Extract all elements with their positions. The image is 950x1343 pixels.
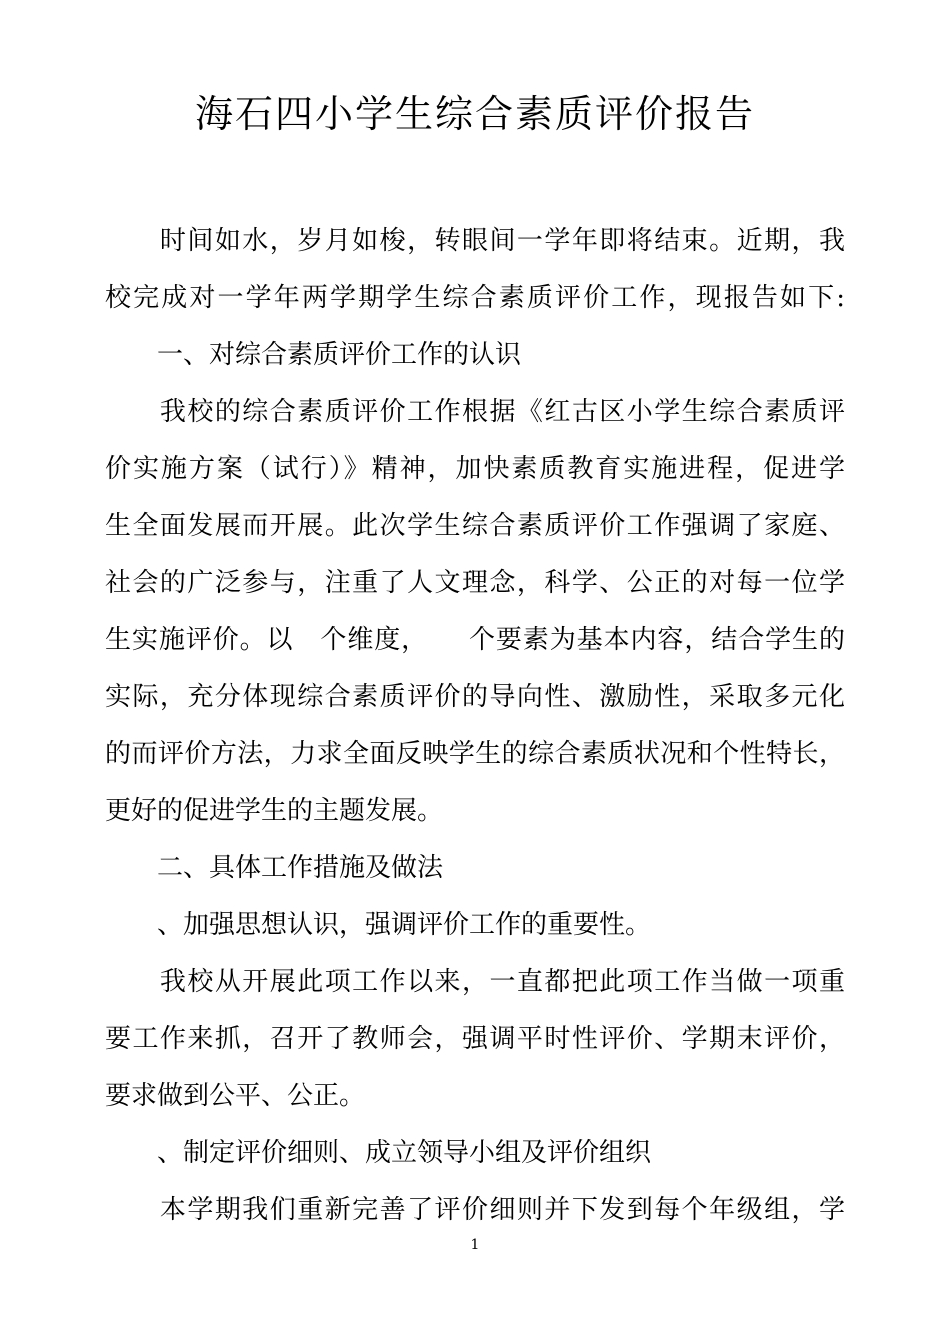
body-line-5: 价实施方案（试行）》精神，加快素质教育实施进程，促进学 xyxy=(105,454,845,484)
subsection-heading-1: 、加强思想认识，强调评价工作的重要性。 xyxy=(105,910,652,940)
body-line-15: 要工作来抓，召开了教师会，强调平时性评价、学期末评价， xyxy=(105,1024,845,1054)
section-heading-1: 一、对综合素质评价工作的认识 xyxy=(105,340,522,370)
subsection-heading-2: 、制定评价细则、成立领导小组及评价组织 xyxy=(105,1138,652,1168)
body-line-4: 我校的综合素质评价工作根据《红古区小学生综合素质评 xyxy=(105,397,845,427)
body-line-10: 的而评价方法，力求全面反映学生的综合素质状况和个性特长， xyxy=(105,739,845,769)
body-line-2: 校完成对一学年两学期学生综合素质评价工作，现报告如下: xyxy=(105,283,845,313)
body-line-11: 更好的促进学生的主题发展。 xyxy=(105,796,444,826)
body-line-1: 时间如水，岁月如梭，转眼间一学年即将结束。近期，我 xyxy=(105,226,845,256)
body-line-18: 本学期我们重新完善了评价细则并下发到每个年级组，学 xyxy=(105,1195,845,1225)
body-line-16: 要求做到公平、公正。 xyxy=(105,1081,366,1111)
body-line-7: 社会的广泛参与，注重了人文理念，科学、公正的对每一位学 xyxy=(105,568,845,598)
body-line-9: 实际，充分体现综合素质评价的导向性、激励性，采取多元化 xyxy=(105,682,845,712)
body-line-14: 我校从开展此项工作以来，一直都把此项工作当做一项重 xyxy=(105,967,845,997)
section-heading-2: 二、具体工作措施及做法 xyxy=(105,853,444,883)
document-title: 海石四小学生综合素质评价报告 xyxy=(194,92,755,136)
page-number: 1 xyxy=(470,1237,480,1253)
body-line-6: 生全面发展而开展。此次学生综合素质评价工作强调了家庭、 xyxy=(105,511,845,541)
body-line-8: 生实施评价。以 个维度， 个要素为基本内容，结合学生的 xyxy=(105,625,845,655)
